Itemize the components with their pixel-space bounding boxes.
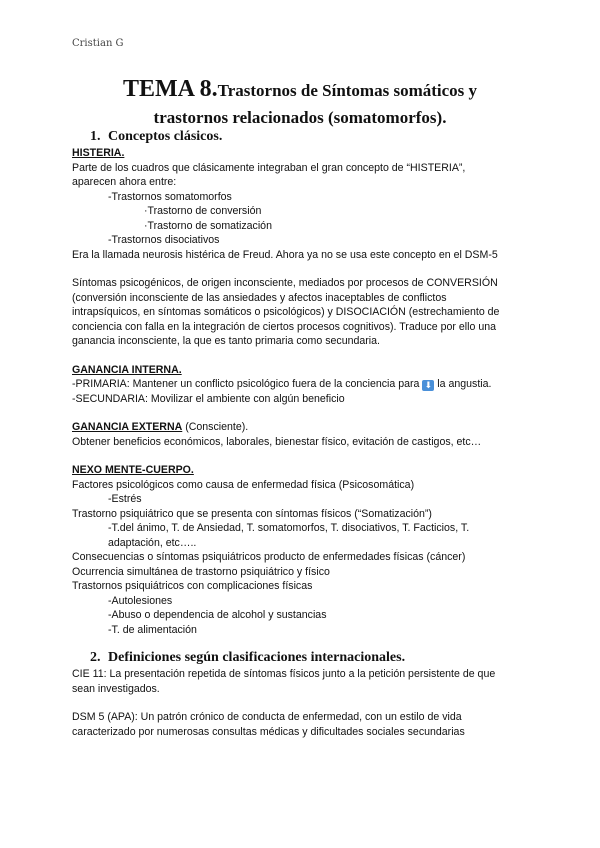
nexo-line: -Estrés [108,493,142,505]
histeria-sub-1: ·Trastorno de conversión [144,205,262,217]
histeria-intro-1: Parte de los cuadros que clásicamente integraban el gran concepto de “HISTERIA”, [72,161,466,174]
nexo-line: Ocurrencia simultánea de trastorno psiquiátrico y físico [72,565,330,578]
dsm-line-2: caracterizado por numerosas consultas médicas y dificultades sociales secundarias [72,725,465,738]
nexo-line: Trastornos psiquiátricos con complicaciones físicas [72,580,313,592]
para-line-3: intrapsíquicos, en síntomas somáticos o psicológicos) y DISOCIACIÓN (estrechamiento de [72,306,500,318]
histeria-intro-2: aparecen ahora entre: [72,176,177,188]
para-line-1: Síntomas psicogénicos, de origen inconsciente, mediados por procesos de CONVERSIÓN [72,277,498,289]
nexo-line: -T.del ánimo, T. de Ansiedad, T. somatomorfos, T. disociativos, T. Facticios, T. [108,522,470,534]
author-header: Cristian G [72,38,124,49]
histeria-heading: HISTERIA. [72,147,125,159]
down-arrow-icon: ⬇ [422,380,434,391]
title-prefix: TEMA 8. [122,76,218,102]
histeria-item-2: -Trastornos disociativos [108,234,220,246]
secundaria-line: -SECUNDARIA: Movilizar el ambiente con algún beneficio [72,392,345,405]
nexo-line: -Autolesiones [108,594,173,607]
nexo-line: Consecuencias o síntomas psiquiátricos producto de enfermedades físicas (cáncer) [72,551,466,563]
section1-heading: 1. Conceptos clásicos. [90,129,223,144]
nexo-line: -Abuso o dependencia de alcohol y sustancias [108,609,327,621]
title-line2: trastornos relacionados (somatomorfos). [153,108,447,127]
ganancia-externa-text: Obtener beneficios económicos, laborales, bienestar físico, evitación de castigos, etc… [72,435,482,448]
ganancia-externa-heading-line: GANANCIA EXTERNA (Consciente). [72,421,249,433]
cie-line-2: sean investigados. [72,682,160,695]
nexo-line: Factores psicológicos como causa de enfermedad física (Psicosomática) [72,478,415,491]
nexo-heading: NEXO MENTE-CUERPO. [72,464,194,476]
document-body [72,128,542,739]
title-line1: Trastornos de Síntomas somáticos y [217,81,478,100]
cie-line-1: CIE 11: La presentación repetida de síntomas físicos junto a la petición persistente de que [72,668,496,680]
nexo-line: Trastorno psiquiátrico que se presenta con síntomas físicos (“Somatización”) [72,507,432,520]
histeria-note: Era la llamada neurosis histérica de Freud. Ahora ya no se usa este concepto en el DSM-5 [72,248,498,261]
dsm-line-1: DSM 5 (APA): Un patrón crónico de conducta de enfermedad, con un estilo de vida [72,711,462,723]
ganancia-interna-heading: GANANCIA INTERNA. [72,363,182,376]
para-line-5: ganancia inconsciente, la que es tanto primaria como secundaria. [72,335,380,347]
para-line-2: (conversión inconsciente de las ansiedades y afectos inaceptables de conflictos [72,291,447,304]
para-line-4: conciencia con falla en la integración de ciertos procesos cognitivos). Traduce por ello una [72,320,496,333]
section2-heading: 2. Definiciones según clasificaciones internacionales. [90,650,406,665]
nexo-line: adaptación, etc….. [108,536,197,549]
nexo-line: -T. de alimentación [108,623,197,636]
page-title [60,76,540,132]
histeria-sub-2: ·Trastorno de somatización [144,219,272,232]
primaria-line: -PRIMARIA: Mantener un conflicto psicológico fuera de la conciencia para ⬇ la angustia. [72,378,492,390]
histeria-item-1: -Trastornos somatomorfos [108,190,232,203]
